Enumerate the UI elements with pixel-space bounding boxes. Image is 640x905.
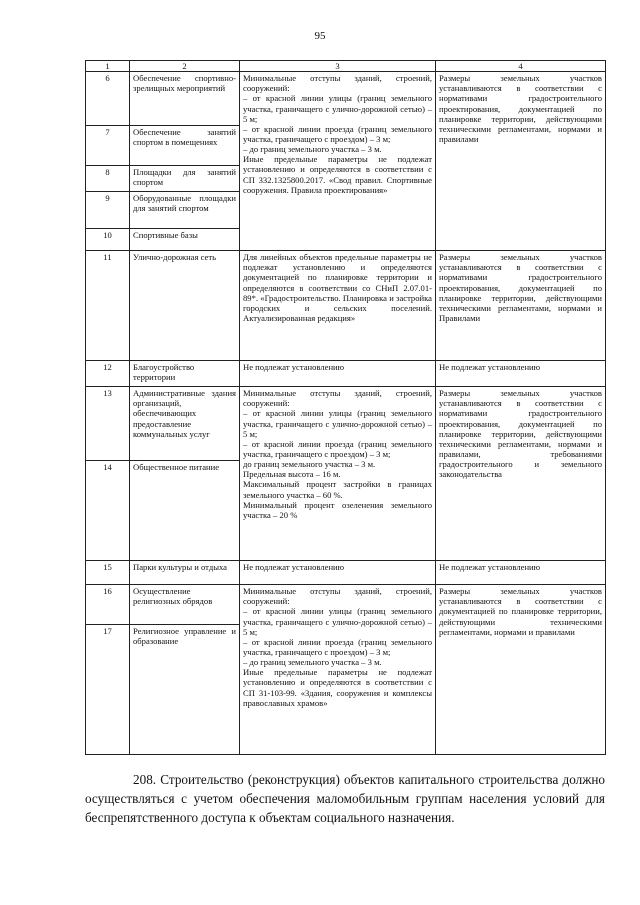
column-header: 4 <box>436 61 606 72</box>
plot-size-rules: Размеры земельных участков устанавливаются в соответствии с нормативами градостроительного проектирования, документацией по планировке территории, действующими техническими регламентами, нормами и правилами <box>436 72 606 251</box>
land-use-type: Общественное питание <box>130 461 240 561</box>
limit-parameters: Минимальные отступы зданий, строений, сооружений: – от красной линии улицы (границ земельного участка, граничащего с улично-дорожной сетью) – 5 м; – от красной линии проезда (границ земельного участка, граничащего с проездом) – 3 м; – до границ земельного участка – 3 м. Иные предельные параметры не подлежат установлению и определяются в соответствии с СП 31-103-99. «Здания, сооружения и комплексы православных храмов» <box>240 585 436 755</box>
row-number: 13 <box>86 387 130 461</box>
land-use-type: Парки культуры и отдыха <box>130 561 240 585</box>
row-number: 8 <box>86 166 130 192</box>
row-number: 10 <box>86 229 130 251</box>
table-row <box>86 387 606 461</box>
row-number: 12 <box>86 361 130 387</box>
plot-size-rules: Размеры земельных участков устанавливаются в соответствии с нормативами градостроительного проектирования, документацией по планировке территории, действующими техническими регламентами, нормами и Правилами <box>436 251 606 361</box>
table-row <box>86 585 606 625</box>
land-use-type: Оборудованные площадки для занятий спортом <box>130 192 240 229</box>
column-header: 3 <box>240 61 436 72</box>
land-use-type: Спортивные базы <box>130 229 240 251</box>
limit-parameters: Минимальные отступы зданий, строений, сооружений: – от красной линии улицы (границ земельного участка, граничащего с улично-дорожной сетью) – 5 м; – от красной линии проезда (границ земельного участка, граничащего с проездом) – 3 м; – до границ земельного участка – 3 м. Иные предельные параметры не подлежат установлению и определяются в соответствии с СП 332.1325800.2017. «Свод правил. Спортивные сооружения. Правила проектирования» <box>240 72 436 251</box>
column-header: 2 <box>130 61 240 72</box>
land-use-type: Осуществление религиозных обрядов <box>130 585 240 625</box>
table-row <box>86 72 606 126</box>
page-number: 95 <box>314 30 326 42</box>
table-row <box>86 561 606 585</box>
land-use-type: Улично-дорожная сеть <box>130 251 240 361</box>
land-use-type: Обеспечение спортивно-зрелищных мероприятий <box>130 72 240 126</box>
land-use-type: Обеспечение занятий спортом в помещениях <box>130 126 240 166</box>
row-number: 16 <box>86 585 130 625</box>
limit-parameters: Для линейных объектов предельные параметры не подлежат установлению и определяются документацией по планировке территории и определяются в соответствии со СНиП 2.07.01-89*. «Градостроительство. Планировка и застройка городских и сельских поселений. Актуализированная редакция» <box>240 251 436 361</box>
limit-parameters: Минимальные отступы зданий, строений, сооружений: – от красной линии улицы (границ земельного участка, граничащего с улично-дорожной сетью) – 5 м; – от красной линии проезда (границ земельного участка, граничащего с проездом) – 3 м; до границ земельного участка – 3 м. Предельная высота – 16 м. Максимальный процент застройки в границах земельного участка – 60 %. Минимальный процент озеленения земельного участка – 20 % <box>240 387 436 561</box>
row-number: 9 <box>86 192 130 229</box>
row-number: 14 <box>86 461 130 561</box>
plot-size-rules: Не подлежат установлению <box>436 561 606 585</box>
limit-parameters: Не подлежат установлению <box>240 361 436 387</box>
land-use-type: Административные здания организаций, обеспечивающих предоставление коммунальных услуг <box>130 387 240 461</box>
paragraph-208: 208. Строительство (реконструкция) объектов капитального строительства должно осуществляться с учетом обеспечения маломобильным группам населения условий для беспрепятственного доступа к объектам социального назначения. <box>85 772 605 826</box>
row-number: 6 <box>86 72 130 126</box>
plot-size-rules: Размеры земельных участков устанавливаются в соответствии с документацией по планировке территории, действующими техническими регламентами, нормами и правилами <box>436 585 606 755</box>
row-number: 11 <box>86 251 130 361</box>
table-row <box>86 361 606 387</box>
land-use-type: Религиозное управление и образование <box>130 625 240 755</box>
land-use-type: Благоустройство территории <box>130 361 240 387</box>
regulations-table <box>85 60 606 755</box>
row-number: 15 <box>86 561 130 585</box>
land-use-type: Площадки для занятий спортом <box>130 166 240 192</box>
column-header: 1 <box>86 61 130 72</box>
plot-size-rules: Не подлежат установлению <box>436 361 606 387</box>
table-header-row <box>86 61 606 72</box>
row-number: 17 <box>86 625 130 755</box>
plot-size-rules: Размеры земельных участков устанавливаются в соответствии с нормативами градостроительного проектирования, документацией по планировке территории, действующими техническими регламентами, нормами и правилами, требованиями градостроительного и земельного законодательства <box>436 387 606 561</box>
limit-parameters: Не подлежат установлению <box>240 561 436 585</box>
row-number: 7 <box>86 126 130 166</box>
table-row <box>86 251 606 361</box>
